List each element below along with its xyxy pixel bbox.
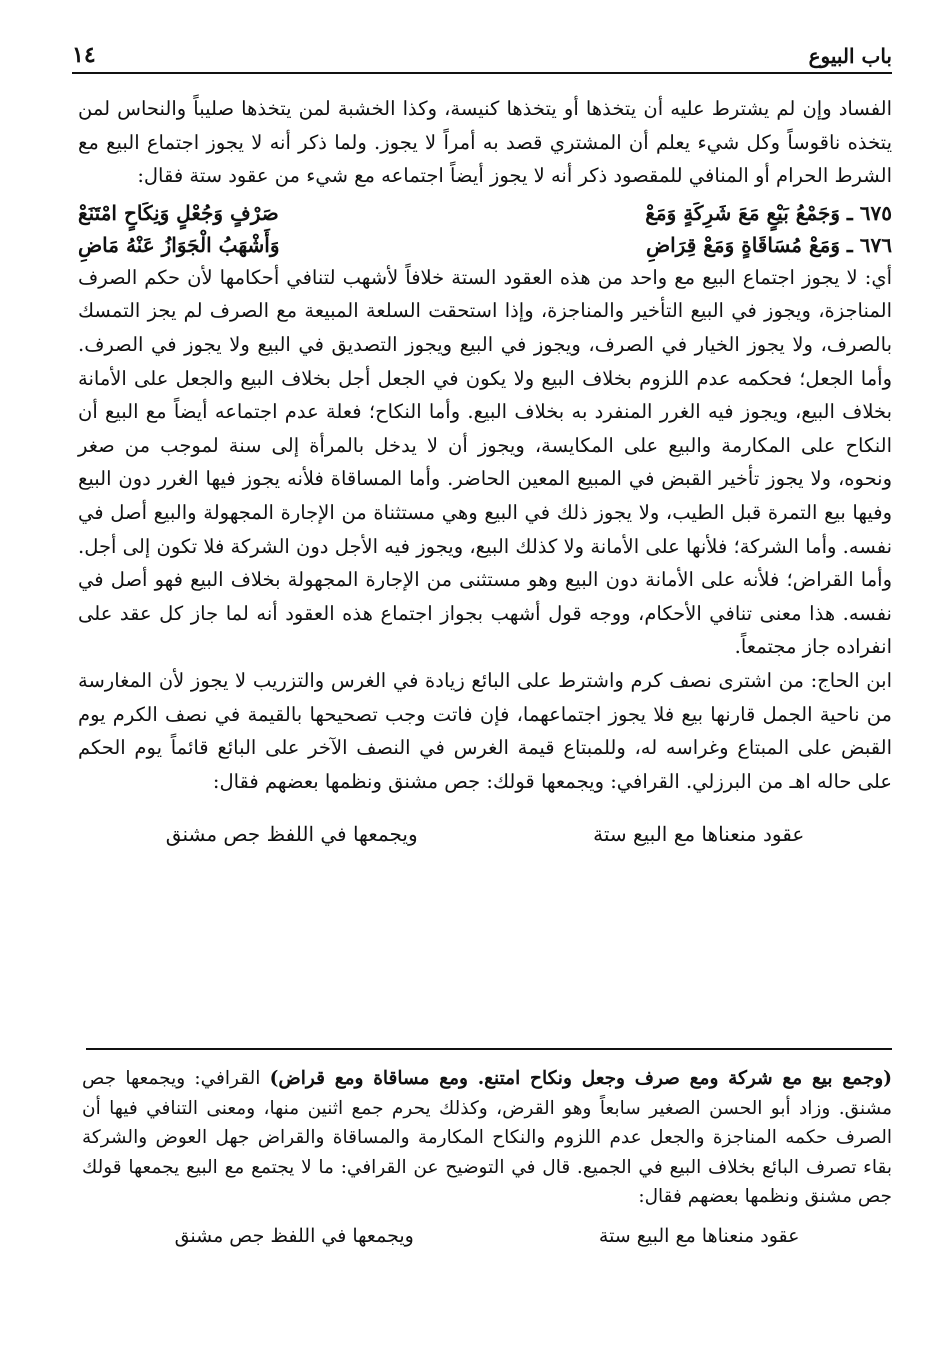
footnote-divider <box>86 1048 892 1050</box>
closing-verse-first: عقود منعناها مع البيع ستة <box>593 822 805 847</box>
paragraph-intro: الفساد وإن لم يشترط عليه أن يتخذها أو يتخذها كنيسة، وكذا الخشبة لمن يتخذها صليباً والنحاس لمن يتخذه ناقوساً وكل شيء يعلم أن المشتري قصد به أمراً لا يجوز. ولما ذكر أنه لا يجوز اجتماع البيع مع الشرط الحرام أو المنافي للمقصود ذكر أنه لا يجوز أيضاً اجتماعه مع شيء من عقود ستة فقال: <box>78 97 892 188</box>
footnote-paragraph <box>82 1064 892 1212</box>
page-header <box>72 28 892 74</box>
footnote-verse-first: عقود منعناها مع البيع ستة <box>598 1224 800 1247</box>
verse-676-first-hemistich: ٦٧٦ ـ وَمَعْ مُسَاقَاةٍ وَمَعْ قِرَاضِ <box>645 232 892 257</box>
page-number: ١٤ <box>72 42 96 68</box>
verse-675-first-hemistich: ٦٧٥ ـ وَجَمْعُ بَيْعٍ مَعَ شَرِكَةٍ وَمَعْ <box>645 200 892 225</box>
closing-verse-second: ويجمعها في اللفظ جص مشنق <box>165 822 418 847</box>
paragraph-ibn-al-hajj: ابن الحاج: من اشترى نصف كرم واشترط على البائع زيادة في الغرس والتزريب لا يجوز لأن المغارسة من ناحية الجمل قارنها بيع فلا يجوز اجتماعهما، فإن فاتت وجب تصحيحها بالقيمة في نصف الكرم يوم القبض على المبتاع وغراسه له، وللمبتاع قيمة الغرس في النصف الآخر على البائع قائماً يوم الحكم على حاله اهـ من البرزلي. القرافي: ويجمعها قولك: جص مشنق ونظمها بعضهم فقال: <box>78 668 892 793</box>
footnotes <box>82 1064 892 1252</box>
verse-676 <box>78 229 892 261</box>
poem-verses <box>78 197 892 261</box>
closing-verse <box>78 818 892 852</box>
footnote-verse <box>82 1222 892 1252</box>
chapter-title: باب البيوع <box>808 44 892 68</box>
footnote-text: القرافي: ويجمعها جص مشنق. وزاد أبو الحسن الصغير سابعاً وهو القرض، وكذلك يحرم جمع اثنين منها، ومعنى التنافي فيها أن الصرف حكمه المناجزة والجعل عدم اللزوم والنكاح المكارمة والمساقاة والقراض جهل العوض والشركة بقاء تصرف البائع بخلاف البيع في الجميع. قال في التوضيح عن القرافي: ما لا يجتمع مع البيع يجمعها قولك جص مشنق ونظمها بعضهم فقال: <box>82 1068 892 1208</box>
verse-675 <box>78 197 892 229</box>
footnote-verse-second: ويجمعها في اللفظ جص مشنق <box>174 1224 414 1247</box>
footnote-heading: (وجمع بيع مع شركة ومع صرف وجعل ونكاح امتنع. ومع مساقاة ومع قراض) <box>269 1068 892 1089</box>
verse-675-second-hemistich: صَرْفٍ وَجُعْلٍ وَنِكَاحٍ امْتَنَعْ <box>78 200 279 225</box>
verse-676-second-hemistich: وَأَشْهَبُ الْجَوَازُ عَنْهُ مَاضِ <box>78 232 280 257</box>
main-text <box>78 92 892 852</box>
paragraph-commentary: أي: لا يجوز اجتماع البيع مع واحد من هذه العقود الستة خلافاً لأشهب لتنافي أحكامها لأن حكم الصرف المناجزة، ويجوز في البيع التأخير والمناجزة، وإذا استحقت السلعة المبيعة مع الصرف لم يجز التمسك بالصرف، ولا يجوز الخيار في الصرف، ويجوز في البيع ويجوز التصديق في البيع ولا يجوز في الصرف. وأما الجعل؛ فحكمه عدم اللزوم بخلاف البيع ولا يكون في الجعل أجل بخلاف البيع والجعل على الأمانة بخلاف البيع، ويجوز فيه الغرر المنفرد به بخلاف البيع. وأما النكاح؛ فعلة عدم اجتماعه أيضاً مع البيع أن النكاح على المكارمة والبيع على المكايسة، ويجوز أن لا يدخل بالمرأة إلى سنة لموجب من صغر ونحوه، ولا يجوز تأخير القبض في المبيع المعين الحاضر. وأما المساقاة فلأنه يجوز فيها الغرر دون البيع وفيها بيع التمرة قبل الطيب، ولا يجوز ذلك في البيع وهي مستثناة من الإجارة المجهولة والبيع أصل في نفسه. وأما الشركة؛ فلأنها على الأمانة ولا كذلك البيع، ويجوز فيه الأجل دون الشركة فلا تكون إلى أجل. وأما القراض؛ فلأنه على الأمانة دون البيع وهو مستثنى من الإجارة المجهولة بخلاف البيع فهو أصل في نفسه. هذا معنى تنافي الأحكام، ووجه قول أشهب بجواز اجتماع هذه العقود أنه لما جاز كل عقد على انفراده جاز مجتمعاً. <box>78 265 892 659</box>
